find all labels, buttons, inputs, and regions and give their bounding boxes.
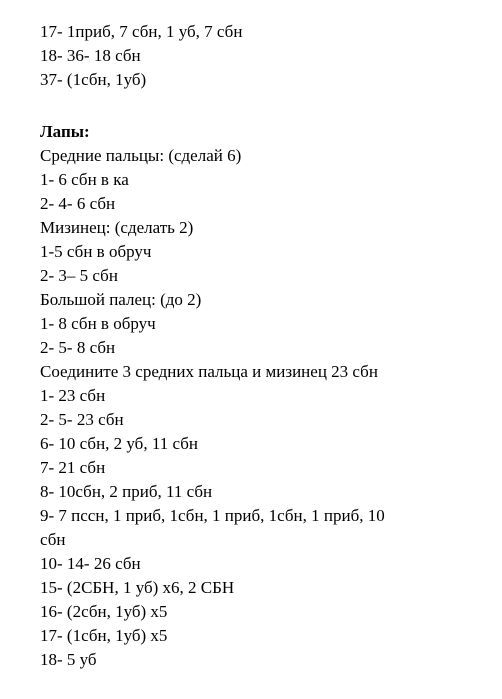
text-line: 17- 1приб, 7 сбн, 1 уб, 7 сбн [40,22,243,41]
text-line: 1- 8 сбн в обруч [40,314,156,333]
text-line: Соедините 3 средних пальца и мизинец 23 сбн [40,362,378,381]
text-line: 16- (2сбн, 1уб) х5 [40,602,168,621]
text-line: 15- (2СБН, 1 уб) х6, 2 СБН [40,578,235,597]
text-line: Мизинец: (сделать 2) [40,218,194,237]
text-line: 2- 3– 5 сбн [40,266,118,285]
text-line: 8- 10сбн, 2 приб, 11 сбн [40,482,213,501]
text-line: Средние пальцы: (сделай 6) [40,146,242,165]
text-line: 17- (1сбн, 1уб) х5 [40,626,168,645]
section-heading: Лапы: [40,122,90,141]
text-line: сбн [40,530,66,549]
text-line: 2- 4- 6 сбн [40,194,116,213]
text-line: 7- 21 сбн [40,458,106,477]
text-line: 2- 5- 23 сбн [40,410,124,429]
text-line: 1- 6 сбн в ка [40,170,129,189]
text-line: 6- 10 сбн, 2 уб, 11 сбн [40,434,198,453]
text-line: Большой палец: (до 2) [40,290,202,309]
text-line: 10- 14- 26 сбн [40,554,141,573]
text-line: 37- (1сбн, 1уб) [40,70,147,89]
text-line: 9- 7 пссн, 1 приб, 1сбн, 1 приб, 1сбн, 1 приб, 10 [40,506,385,525]
text-line: 2- 5- 8 сбн [40,338,116,357]
text-line: 18- 5 уб [40,650,97,669]
text-line: 1-5 сбн в обруч [40,242,152,261]
text-line: 18- 36- 18 сбн [40,46,141,65]
text-line: 1- 23 сбн [40,386,106,405]
